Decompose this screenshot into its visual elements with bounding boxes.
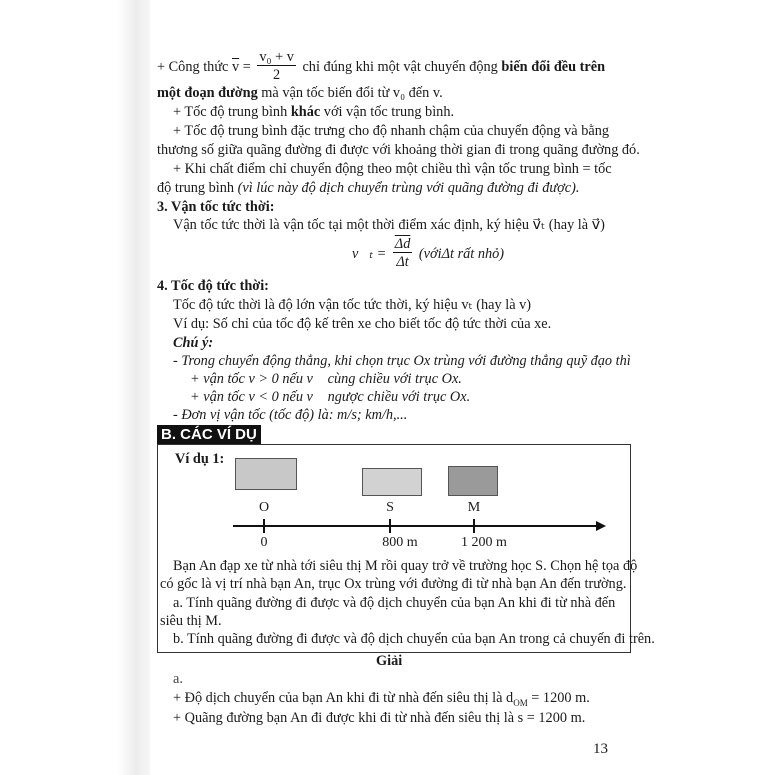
section-b-heading: B. CÁC VÍ DỤ: [157, 425, 261, 445]
lhs: v⃗ₜ =: [352, 246, 387, 262]
note-line: - Đơn vị vận tốc (tốc độ) là: m/s; km/h,...: [173, 407, 408, 423]
text: = 1200 m.: [527, 690, 590, 706]
text-line: Tốc độ tức thời là độ lớn vận tốc tức thời, ký hiệu vₜ (hay là v): [173, 297, 532, 313]
note-line: - Trong chuyển động thẳng, khi chọn trục Ox trùng với đường thẳng quỹ đạo thì: [173, 353, 631, 369]
text: mà vận tốc biến đổi từ v₀ đến v.: [261, 85, 443, 101]
text-line: + Khi chất điểm chỉ chuyển động theo một chiều thì vận tốc trung bình = tốc: [173, 161, 612, 177]
bold-text: khác: [290, 104, 321, 120]
text-line: Ví dụ: Số chỉ của tốc độ kế trên xe cho biết tốc độ tức thời của xe.: [173, 316, 552, 332]
text-line: a.: [173, 671, 183, 687]
axis-arrow-icon: [596, 521, 606, 531]
text-line: siêu thị M.: [160, 613, 222, 629]
text-line: [173, 103, 454, 121]
formula-note: (vớiΔt rất nhỏ): [418, 246, 505, 262]
fraction: [393, 236, 413, 270]
instant-velocity-formula: [352, 236, 505, 270]
supermarket-image: [448, 466, 498, 496]
bold-text: một đoạn đường: [157, 85, 258, 101]
text: + Độ dịch chuyển của bạn An khi đi từ nhà đến siêu thị là d: [173, 690, 514, 706]
text: + Công thức: [157, 59, 229, 75]
numerator: v₀ + v: [259, 49, 294, 65]
tick-m: [473, 519, 475, 533]
text-line: [157, 179, 579, 197]
solution-heading: Giải: [376, 653, 403, 669]
subscript: OM: [513, 697, 528, 708]
heading-text: 3. Vận tốc tức thời:: [157, 199, 275, 215]
numerator: $\overline{\Delta d}$: [394, 236, 411, 252]
text: độ trung bình: [157, 180, 235, 196]
text-line: b. Tính quãng đường đi được và độ dịch chuyển của bạn An trong cả chuyến đi trên.: [173, 631, 655, 647]
text-line: a. Tính quãng đường đi được và độ dịch chuyển của bạn An khi đi từ nhà đến: [173, 595, 616, 611]
italic-text: (vì lúc này độ dịch chuyển trùng với quãng đường đi được).: [237, 180, 580, 196]
point-label-s: S: [386, 500, 394, 515]
section-3-heading: [157, 198, 275, 216]
ox-axis: [233, 525, 598, 527]
text-line: [173, 689, 590, 707]
page-edge-shadow: [0, 0, 150, 775]
mean-velocity-symbol: $\overline{v}$: [232, 59, 240, 75]
denominator: Δt: [396, 254, 409, 270]
note-heading: Chú ý:: [173, 335, 214, 351]
point-label-o: O: [258, 500, 270, 515]
value-label-o: 0: [260, 535, 268, 550]
text: chỉ đúng khi một vật chuyển động: [302, 59, 498, 75]
text: + Tốc độ trung bình: [173, 104, 288, 120]
bold-text: biến đổi đều trên: [501, 59, 606, 75]
text-line: + Quãng đường bạn An đi được khi đi từ nhà đến siêu thị là s = 1200 m.: [173, 710, 586, 726]
point-label-m: M: [467, 500, 481, 515]
school-image: [362, 468, 422, 496]
text-line: [157, 84, 443, 102]
tick-o: [263, 519, 265, 533]
section-4-heading: [157, 277, 269, 295]
page-number: 13: [593, 741, 608, 757]
fraction: [257, 49, 296, 83]
note-line: + vận tốc v < 0 nếu v⃗ ngược chiều với trục Ox.: [190, 389, 471, 405]
value-label-m: 1 200 m: [461, 535, 507, 550]
formula-line: + Công thức $\overline{v}$ = $\frac{\text{v₀ + v}}{2}$ chỉ đúng khi một vật chuyển động biến đổi đều trên: [157, 49, 606, 83]
note-line: + vận tốc v > 0 nếu v⃗ cùng chiều với trục Ox.: [190, 371, 462, 387]
text-line: Bạn An đạp xe từ nhà tới siêu thị M rồi quay trở về trường học S. Chọn hệ tọa độ: [173, 558, 638, 574]
denominator: 2: [273, 67, 281, 83]
example-1-title: Ví dụ 1:: [175, 451, 225, 467]
text-line: + Tốc độ trung bình đặc trưng cho độ nhanh chậm của chuyển động và bằng: [173, 123, 609, 139]
tick-s: [389, 519, 391, 533]
text-line: Vận tốc tức thời là vận tốc tại một thời điểm xác định, ký hiệu v⃗ₜ (hay là v⃗): [173, 217, 605, 233]
text: với vận tốc trung bình.: [323, 104, 455, 120]
home-image: [235, 458, 297, 490]
text-line: thương số giữa quãng đường đi được với khoảng thời gian đi trong quãng đường đó.: [157, 142, 640, 158]
value-label-s: 800 m: [382, 535, 418, 550]
heading-text: 4. Tốc độ tức thời:: [157, 278, 269, 294]
text-line: có gốc là vị trí nhà bạn An, trục Ox trùng với đường đi từ nhà bạn An đến trường.: [160, 576, 627, 592]
